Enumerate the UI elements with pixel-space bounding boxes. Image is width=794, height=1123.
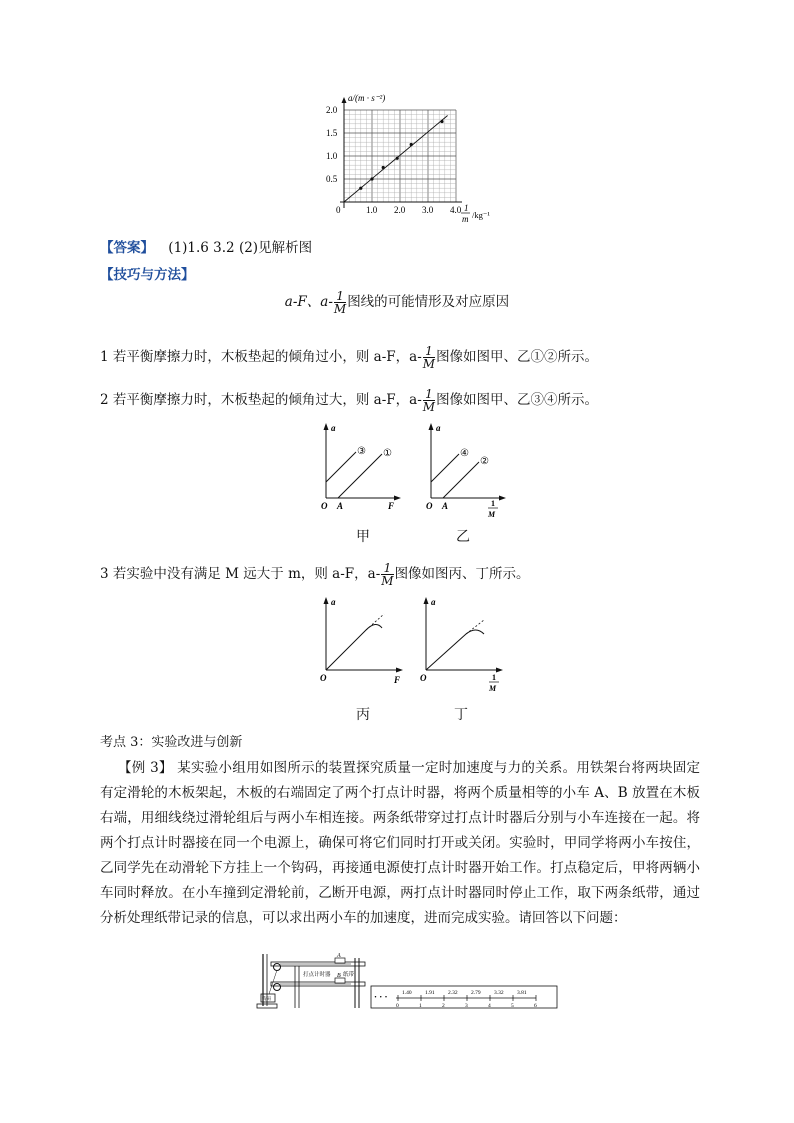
y-tick-label: 1.5 <box>326 128 338 138</box>
graph-yi <box>415 420 515 520</box>
answer-tag: 【答案】 <box>100 240 154 256</box>
y-tick-label: 2.0 <box>326 105 338 115</box>
a-vs-inverse-mass-chart <box>322 92 508 228</box>
caption-jia: 甲 <box>356 529 370 545</box>
x-tick-label: 1.0 <box>366 205 378 215</box>
x-tick-label: 0 <box>336 205 341 215</box>
svg-text:A: A <box>337 953 341 959</box>
method-line-2: 2 若平衡摩擦力时，木板垫起的倾角过大，则 a-F，a- $\frac{1}{M}$ 图像如图甲、乙③④所示。 <box>100 387 599 414</box>
svg-text:1: 1 <box>492 673 496 682</box>
svg-text:①: ① <box>383 448 392 459</box>
svg-text:1: 1 <box>464 203 469 213</box>
svg-text:a: a <box>436 423 441 433</box>
svg-text:M: M <box>488 510 496 519</box>
tape-segment-label: 1.91 <box>425 990 435 996</box>
svg-text:a: a <box>431 597 436 607</box>
x-tick-label: 3.0 <box>422 205 434 215</box>
svg-text:m: m <box>462 214 469 224</box>
svg-text:F: F <box>388 501 395 511</box>
tape-mark-label: 6 <box>534 1003 537 1009</box>
tape-segment-label: 3.32 <box>494 990 504 996</box>
svg-text:A: A <box>337 501 344 511</box>
example-tag: 【例 3】 <box>118 760 173 776</box>
answer-text: (1)1.6 3.2 (2)见解析图 <box>168 240 313 256</box>
svg-text:B: B <box>337 973 341 979</box>
svg-text:O: O <box>426 501 433 511</box>
y-tick-label: 1.0 <box>326 151 338 161</box>
example-text: 某实验小组用如图所示的装置探究质量一定时加速度与力的关系。用铁架台将两块固定有定滑轮的木板架起，木板的右端固定了两个打点计时器，将两个质量相等的小车 A、B 放置在木板右端，用细线绕过滑轮组后与两小车相连接。两条纸带穿过打点计时器后分别与小车连接在一起。将两个打点计时器接在同一个电源上，确保可将它们同时打开或关闭。实验时，甲同学将两小车按住，乙同学先在动滑轮下方挂上一个钩码，再接通电源使打点计时器开始工作。打点稳定后，甲将两辆小车同时释放。在小车撞到定滑轮前，乙断开电源，两打点计时器同时停止工作，取下两条纸带，通过分析处理纸带记录的信息，可以求出两小车的加速度，进而完成实验。请回答以下问题： <box>100 760 700 926</box>
y-axis-arrow <box>342 97 347 103</box>
graph-jia <box>310 420 410 512</box>
svg-text:O: O <box>320 673 327 683</box>
svg-text:O: O <box>420 673 427 683</box>
apparatus-diagram <box>255 950 367 1012</box>
data-point <box>396 157 399 160</box>
svg-text:③: ③ <box>357 446 366 457</box>
tape-mark-label: 3 <box>465 1003 468 1009</box>
paper-tape <box>370 984 560 1010</box>
center-title <box>0 290 794 315</box>
center-title-pre: a-F、a- <box>284 294 333 310</box>
graph-bing <box>310 594 410 688</box>
data-point <box>359 187 362 190</box>
svg-text:a: a <box>331 423 336 433</box>
data-point <box>440 120 443 123</box>
svg-text:O: O <box>321 501 328 511</box>
svg-text:纸带: 纸带 <box>343 972 355 978</box>
method-line-1: 1 若平衡摩擦力时，木板垫起的倾角过小，则 a-F，a- $\frac{1}{M}$ 图像如图甲、乙①②所示。 <box>100 344 599 371</box>
svg-text:· · ·: · · · <box>374 992 388 1002</box>
graph-ding <box>410 594 510 698</box>
data-point <box>370 177 373 180</box>
tape-segment-label: 2.79 <box>471 990 481 996</box>
method-line-3: 3 若实验中没有满足 M 远大于 m，则 a-F，a- $\frac{1}{M}$ 图像如图丙、丁所示。 <box>100 561 530 588</box>
tape-segment-label: 1.40 <box>402 990 412 996</box>
svg-text:④: ④ <box>460 448 469 459</box>
svg-text:钩码: 钩码 <box>262 996 271 1001</box>
chart-ylabel: a/(m · s⁻²) <box>348 93 386 103</box>
chart-xlabel <box>461 203 490 224</box>
y-tick-label: 0.5 <box>326 174 338 184</box>
x-tick-label: 4.0 <box>450 205 462 215</box>
caption-bing: 丙 <box>356 707 370 723</box>
svg-text:a: a <box>331 597 336 607</box>
svg-text:1: 1 <box>491 499 495 508</box>
svg-text:②: ② <box>480 456 489 467</box>
tape-mark-label: 2 <box>442 1003 445 1009</box>
svg-text:A: A <box>442 501 449 511</box>
tape-mark-label: 4 <box>488 1003 491 1009</box>
caption-ding: 丁 <box>454 707 468 723</box>
answer-line <box>100 236 312 256</box>
svg-text:打点计时器: 打点计时器 <box>303 972 331 978</box>
data-point <box>410 143 413 146</box>
example-paragraph <box>100 756 700 931</box>
caption-yi: 乙 <box>456 529 470 545</box>
tape-mark-label: 5 <box>511 1003 514 1009</box>
x-tick-label: 2.0 <box>394 205 406 215</box>
tape-mark-label: 0 <box>396 1003 399 1009</box>
tape-marks <box>396 990 537 1009</box>
svg-text:F: F <box>394 675 401 685</box>
data-point <box>382 166 385 169</box>
method-tag: 【技巧与方法】 <box>100 267 195 283</box>
svg-text:M: M <box>489 684 497 693</box>
center-title-fraction: $\frac{1}{M}$ <box>333 289 347 316</box>
center-title-post: 图线的可能情形及对应原因 <box>347 294 510 310</box>
tape-segment-label: 3.81 <box>517 990 527 996</box>
tape-segment-label: 2.32 <box>448 990 458 996</box>
section-title: 考点 3：实验改进与创新 <box>100 735 243 750</box>
svg-text:/kg⁻¹: /kg⁻¹ <box>472 210 490 220</box>
tape-mark-label: 1 <box>419 1003 422 1009</box>
